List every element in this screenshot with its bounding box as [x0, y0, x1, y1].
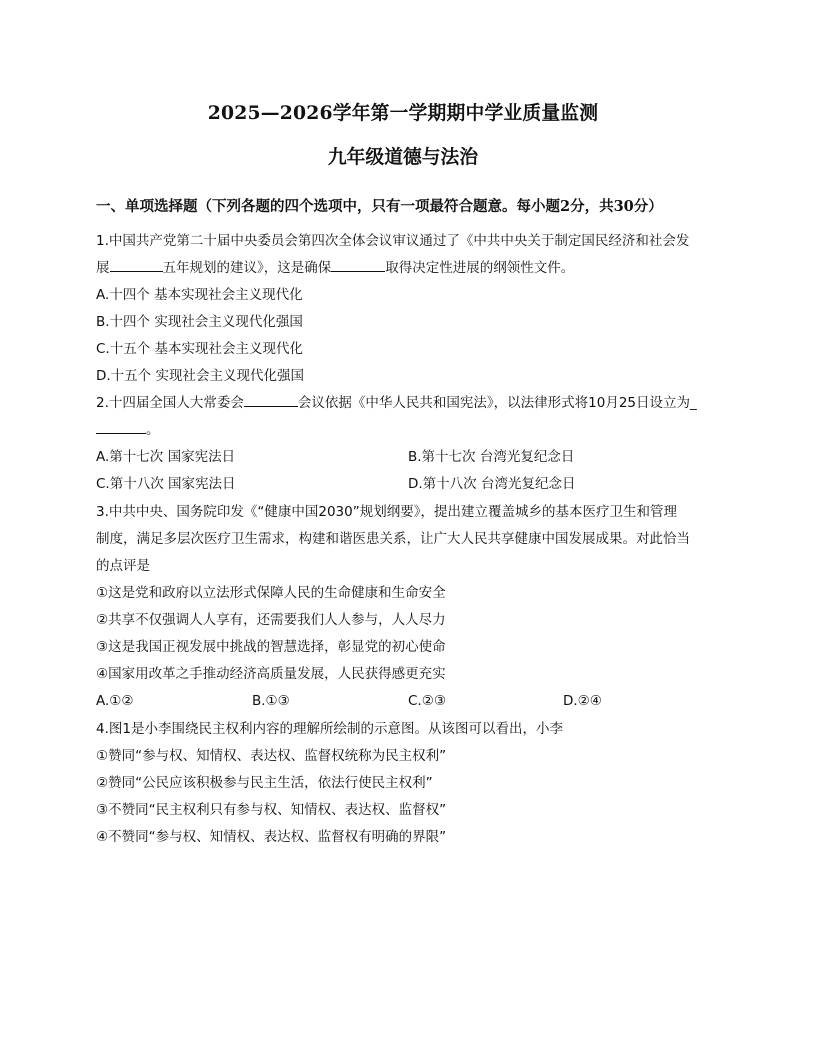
q3-option-d: D.②④ — [563, 693, 602, 709]
q3-item-1: ①这是党和政府以立法形式保障人民的生命健康和生命安全 — [96, 585, 446, 601]
q1-option-a: A.十四个 基本实现社会主义现代化 — [96, 287, 303, 303]
q3-option-a: A.①② — [96, 693, 134, 709]
q1-option-b: B.十四个 实现社会主义现代化强国 — [96, 314, 303, 330]
q2-option-c: C.第十八次 国家宪法日 — [96, 476, 236, 492]
q1-stem-line1: 1.中国共产党第二十届中央委员会第四次全体会议审议通过了《中共中央关于制定国民经济和社会发 — [96, 233, 690, 249]
q3-item-3: ③这是我国正视发展中挑战的智慧选择，彰显党的初心使命 — [96, 639, 446, 655]
q2-stem-line1 — [96, 394, 697, 412]
answer-blank — [96, 421, 146, 434]
q1-stem-line2 — [96, 259, 574, 277]
q1-option-d: D.十五个 实现社会主义现代化强国 — [96, 368, 304, 384]
q2-option-d: D.第十八次 台湾光复纪念日 — [408, 476, 576, 492]
answer-blank — [110, 259, 163, 272]
answer-blank — [331, 259, 385, 272]
q2-stem-part-b: 会议依据《中华人民共和国宪法》，以法律形式将10月25日设立为_ — [297, 395, 697, 411]
q2-stem-part-a: 2.十四届全国人大常委会 — [96, 395, 244, 411]
q4-stem-line1: 4.图1是小李围绕民主权利内容的理解所绘制的示意图。从该图可以看出，小李 — [96, 721, 563, 737]
exam-title: 2025—2026学年第一学期期中学业质量监测 — [207, 102, 599, 124]
q4-item-4: ④不赞同“参与权、知情权、表达权、监督权有明确的界限” — [96, 829, 447, 845]
q1-option-c: C.十五个 基本实现社会主义现代化 — [96, 341, 304, 357]
q3-item-4: ④国家用改革之手推动经济高质量发展，人民获得感更充实 — [96, 666, 446, 682]
q3-option-b: B.①③ — [252, 693, 290, 709]
q4-item-3: ③不赞同“民主权利只有参与权、知情权、表达权、监督权” — [96, 802, 447, 818]
q2-option-b: B.第十七次 台湾光复纪念日 — [408, 449, 575, 465]
q1-stem-part-a: 展 — [96, 260, 110, 276]
q3-stem-line3: 的点评是 — [96, 558, 150, 574]
q3-stem-line2: 制度，满足多层次医疗卫生需求，构建和谐医患关系，让广大人民共享健康中国发展成果。对此恰当 — [96, 531, 690, 547]
exam-subject: 九年级道德与法治 — [327, 146, 479, 168]
q3-option-c: C.②③ — [408, 693, 446, 709]
q4-item-2: ②赞同“公民应该积极参与民主生活，依法行使民主权利” — [96, 775, 433, 791]
q2-stem-end: 。 — [146, 422, 160, 438]
q3-stem-line1: 3.中共中央、国务院印发《“健康中国2030”规划纲要》，提出建立覆盖城乡的基本医疗卫生和管理 — [96, 504, 677, 520]
q2-option-a: A.第十七次 国家宪法日 — [96, 449, 236, 465]
section-heading: 一、单项选择题（下列各题的四个选项中，只有一项最符合题意。每小题2分，共30分） — [96, 198, 663, 215]
q1-stem-part-c: 取得决定性进展的纲领性文件。 — [385, 260, 575, 276]
q3-item-2: ②共享不仅强调人人享有，还需要我们人人参与，人人尽力 — [96, 612, 446, 628]
q4-item-1: ①赞同“参与权、知情权、表达权、监督权统称为民主权利” — [96, 748, 447, 764]
q1-stem-part-b: 五年规划的建议》，这是确保 — [162, 260, 332, 276]
answer-blank — [244, 394, 298, 407]
q2-stem-line2 — [96, 421, 160, 439]
